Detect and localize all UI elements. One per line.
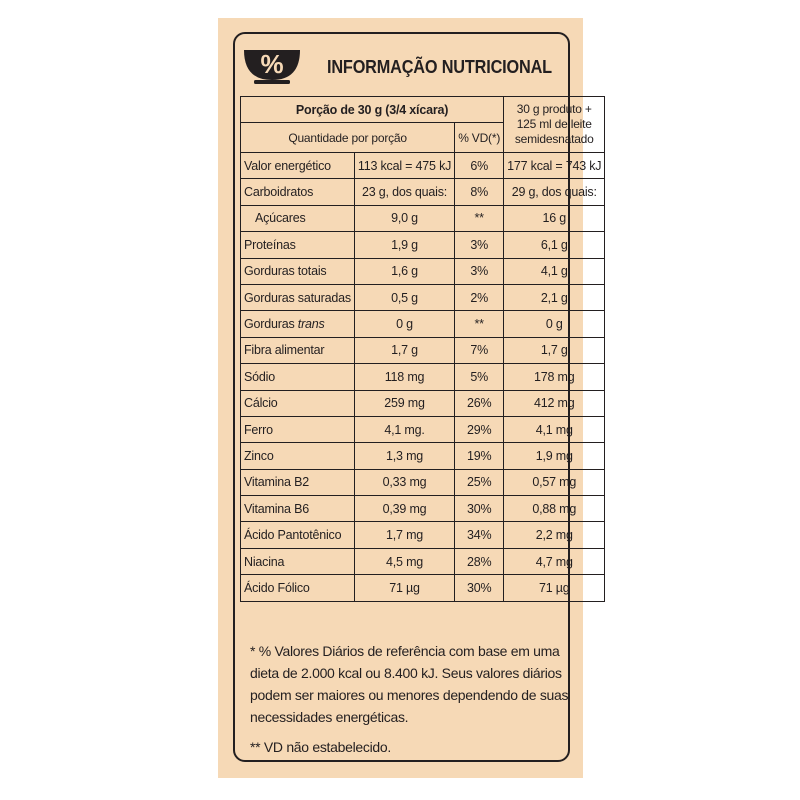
nutrient-amount: 0,33 mg bbox=[354, 469, 454, 495]
nutrient-name: Carboidratos bbox=[241, 179, 355, 205]
nutrient-vd: 28% bbox=[455, 548, 504, 574]
nutrient-with-milk: 1,9 mg bbox=[504, 443, 605, 469]
portion-header-row bbox=[241, 97, 605, 123]
nutrient-vd: 30% bbox=[455, 496, 504, 522]
nutrient-amount: 1,6 g bbox=[354, 258, 454, 284]
label-header bbox=[242, 42, 562, 94]
nutrient-amount: 118 mg bbox=[354, 364, 454, 390]
nutrient-row bbox=[241, 337, 605, 363]
nutrient-name: Fibra alimentar bbox=[241, 337, 355, 363]
nutrient-amount: 0,5 g bbox=[354, 284, 454, 310]
nutrient-with-milk: 29 g, dos quais: bbox=[504, 179, 605, 205]
nutrient-name: Açúcares bbox=[241, 205, 355, 231]
nutrient-amount: 23 g, dos quais: bbox=[354, 179, 454, 205]
nutrient-vd: 3% bbox=[455, 232, 504, 258]
nutrient-with-milk: 16 g bbox=[504, 205, 605, 231]
nutrient-amount: 4,5 mg bbox=[354, 548, 454, 574]
nutrient-row bbox=[241, 416, 605, 442]
quantity-header: Quantidade por porção bbox=[241, 123, 455, 153]
nutrient-amount: 71 µg bbox=[354, 575, 454, 601]
nutrient-vd: 7% bbox=[455, 337, 504, 363]
nutrient-name: Ferro bbox=[241, 416, 355, 442]
nutrient-with-milk: 177 kcal = 743 kJ bbox=[504, 153, 605, 179]
portion-label: Porção de 30 g (3/4 xícara) bbox=[241, 97, 504, 123]
nutrient-with-milk: 2,2 mg bbox=[504, 522, 605, 548]
nutrient-name: Proteínas bbox=[241, 232, 355, 258]
nutrient-row bbox=[241, 311, 605, 337]
label-title: INFORMAÇÃO NUTRICIONAL bbox=[327, 56, 552, 77]
nutrient-name: Valor energético bbox=[241, 153, 355, 179]
footnote-vd-not-established: ** VD não estabelecido. bbox=[250, 739, 391, 755]
nutrient-row bbox=[241, 469, 605, 495]
percent-symbol: % bbox=[260, 49, 284, 79]
nutrient-with-milk: 6,1 g bbox=[504, 232, 605, 258]
nutrient-row bbox=[241, 258, 605, 284]
nutrient-with-milk: 71 µg bbox=[504, 575, 605, 601]
nutrient-vd: 19% bbox=[455, 443, 504, 469]
nutrient-row bbox=[241, 364, 605, 390]
nutrient-row bbox=[241, 284, 605, 310]
nutrient-row bbox=[241, 232, 605, 258]
nutrient-name: Niacina bbox=[241, 548, 355, 574]
nutrient-with-milk: 4,1 g bbox=[504, 258, 605, 284]
nutrient-with-milk: 0 g bbox=[504, 311, 605, 337]
nutrient-vd: 34% bbox=[455, 522, 504, 548]
nutrient-name: Gorduras totais bbox=[241, 258, 355, 284]
nutrient-amount: 4,1 mg. bbox=[354, 416, 454, 442]
nutrient-amount: 0,39 mg bbox=[354, 496, 454, 522]
nutrient-vd: 6% bbox=[455, 153, 504, 179]
nutrient-vd: 8% bbox=[455, 179, 504, 205]
nutrient-name: Vitamina B2 bbox=[241, 469, 355, 495]
nutrient-with-milk: 2,1 g bbox=[504, 284, 605, 310]
nutrient-row bbox=[241, 548, 605, 574]
nutrient-row bbox=[241, 522, 605, 548]
nutrient-name: Vitamina B6 bbox=[241, 496, 355, 522]
nutrient-name: Cálcio bbox=[241, 390, 355, 416]
nutrient-vd: 30% bbox=[455, 575, 504, 601]
nutrient-amount: 113 kcal = 475 kJ bbox=[354, 153, 454, 179]
nutrient-row bbox=[241, 496, 605, 522]
nutrient-name: Gorduras saturadas bbox=[241, 284, 355, 310]
vd-header: % VD(*) bbox=[455, 123, 504, 153]
nutrient-amount: 1,9 g bbox=[354, 232, 454, 258]
nutrient-with-milk: 178 mg bbox=[504, 364, 605, 390]
nutrient-amount: 259 mg bbox=[354, 390, 454, 416]
nutrient-with-milk: 0,88 mg bbox=[504, 496, 605, 522]
nutrient-row bbox=[241, 179, 605, 205]
milk-column-header: 30 g produto + 125 ml de leite semidesnatado bbox=[504, 97, 605, 153]
nutrient-name: Ácido Fólico bbox=[241, 575, 355, 601]
nutrition-table bbox=[240, 96, 605, 602]
nutrient-vd: 25% bbox=[455, 469, 504, 495]
nutrient-with-milk: 412 mg bbox=[504, 390, 605, 416]
nutrient-vd: 5% bbox=[455, 364, 504, 390]
nutrient-amount: 1,7 mg bbox=[354, 522, 454, 548]
nutrient-name: Ácido Pantotênico bbox=[241, 522, 355, 548]
nutrient-vd: 3% bbox=[455, 258, 504, 284]
nutrient-amount: 0 g bbox=[354, 311, 454, 337]
nutrient-vd: 26% bbox=[455, 390, 504, 416]
nutrient-name: Sódio bbox=[241, 364, 355, 390]
nutrient-row bbox=[241, 575, 605, 601]
nutrient-vd: ** bbox=[455, 311, 504, 337]
nutrient-row bbox=[241, 153, 605, 179]
nutrient-row bbox=[241, 390, 605, 416]
nutrient-name-italic: trans bbox=[297, 317, 325, 332]
nutrient-row bbox=[241, 443, 605, 469]
footnote-daily-values: * % Valores Diários de referência com base em uma dieta de 2.000 kcal ou 8.400 kJ. Seus valores diários podem ser maiores ou menores dependendo de suas necessidades energéticas. bbox=[250, 643, 569, 725]
nutrient-with-milk: 4,1 mg bbox=[504, 416, 605, 442]
nutrient-vd: ** bbox=[455, 205, 504, 231]
percent-bowl-icon bbox=[242, 42, 302, 86]
nutrient-with-milk: 0,57 mg bbox=[504, 469, 605, 495]
nutrient-amount: 1,7 g bbox=[354, 337, 454, 363]
nutrient-name: Gorduras trans bbox=[241, 311, 355, 337]
nutrient-amount: 1,3 mg bbox=[354, 443, 454, 469]
nutrient-row bbox=[241, 205, 605, 231]
nutrient-vd: 29% bbox=[455, 416, 504, 442]
nutrient-with-milk: 4,7 mg bbox=[504, 548, 605, 574]
label-footer bbox=[250, 640, 570, 766]
nutrient-name: Zinco bbox=[241, 443, 355, 469]
nutrient-with-milk: 1,7 g bbox=[504, 337, 605, 363]
nutrient-amount: 9,0 g bbox=[354, 205, 454, 231]
nutrient-vd: 2% bbox=[455, 284, 504, 310]
